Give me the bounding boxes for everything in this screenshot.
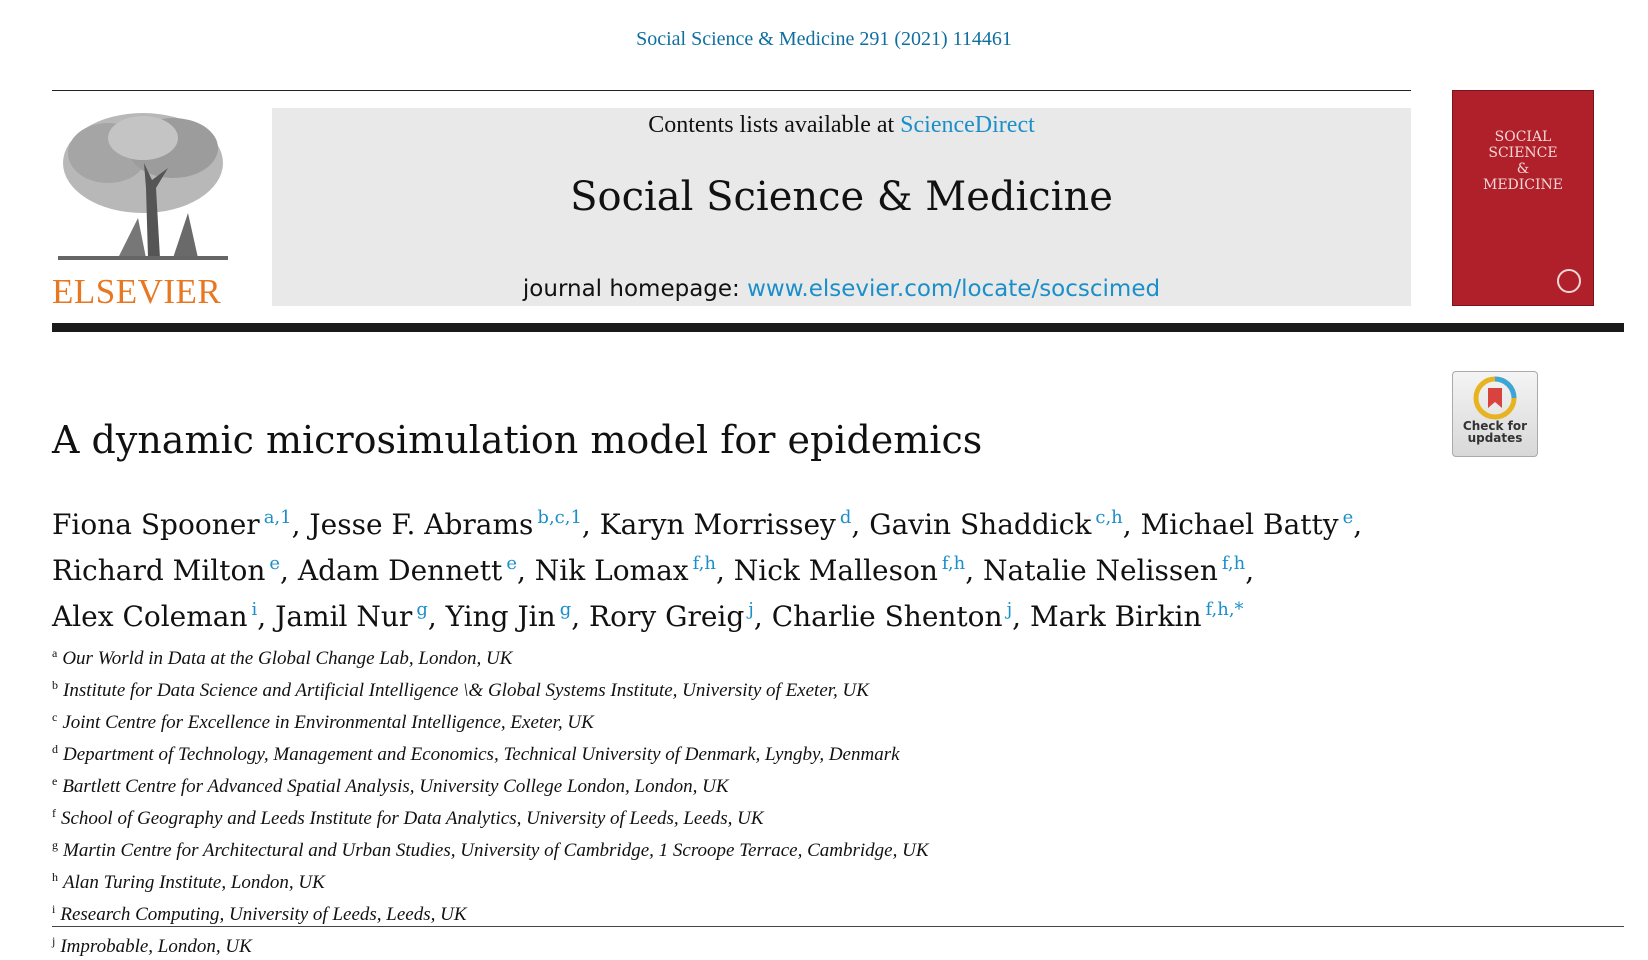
bottom-divider <box>52 926 1624 927</box>
author-name: Gavin Shaddick <box>869 508 1092 541</box>
author-affiliation-link[interactable]: a,1 <box>263 507 292 528</box>
affiliation-mark: h <box>52 870 58 884</box>
author-separator: , <box>291 508 310 541</box>
check-for-updates-button[interactable] <box>1452 371 1538 457</box>
author-name: Jesse F. Abrams <box>309 508 534 541</box>
author-name: Natalie Nelissen <box>983 554 1218 587</box>
author-separator: , <box>851 508 870 541</box>
author-affiliation-link[interactable]: c,h <box>1095 507 1123 528</box>
affiliation-text: Bartlett Centre for Advanced Spatial Analysis, University College London, London, UK <box>62 776 729 797</box>
affiliation-item <box>52 928 1452 960</box>
affiliation-text: Improbable, London, UK <box>60 936 252 957</box>
author-affiliation-link[interactable]: b,c,1 <box>537 507 582 528</box>
affiliation-mark: c <box>52 710 58 724</box>
affiliation-text: Joint Centre for Excellence in Environmental Intelligence, Exeter, UK <box>62 712 594 733</box>
author-affiliation-link[interactable]: i <box>251 599 258 620</box>
author-separator: , <box>715 554 734 587</box>
author-name: Charlie Shenton <box>771 600 1003 633</box>
affiliation-text: Research Computing, University of Leeds, Leeds, UK <box>60 904 467 925</box>
affiliation-item <box>52 640 1452 672</box>
affiliation-item <box>52 768 1452 800</box>
author-line <box>52 544 1452 590</box>
article-title: A dynamic microsimulation model for epidemics <box>52 418 983 462</box>
author-name: Richard Milton <box>52 554 266 587</box>
author-affiliation-link[interactable]: e <box>1342 507 1354 528</box>
author-name: Karyn Morrissey <box>599 508 836 541</box>
check-updates-icon <box>1473 376 1517 420</box>
homepage-line <box>272 276 1411 302</box>
header-thick-rule <box>52 323 1624 332</box>
author-affiliation-link[interactable]: g <box>416 599 428 620</box>
cover-seal-icon <box>1557 269 1581 293</box>
affiliation-item <box>52 832 1452 864</box>
author-separator: , <box>1245 554 1255 587</box>
author-name: Mark Birkin <box>1029 600 1202 633</box>
author-affiliation-link[interactable]: d <box>839 507 852 528</box>
author-separator: , <box>753 600 772 633</box>
author-affiliation-link[interactable]: e <box>506 553 517 574</box>
journal-header-band <box>272 108 1411 306</box>
affiliation-text: School of Geography and Leeds Institute for Data Analytics, University of Leeds, Leeds, UK <box>61 808 764 829</box>
affiliation-mark: b <box>52 678 58 692</box>
author-separator: , <box>280 554 298 587</box>
elsevier-wordmark: ELSEVIER <box>52 272 222 311</box>
homepage-link[interactable]: www.elsevier.com/locate/socscimed <box>747 276 1161 302</box>
affiliation-text: Department of Technology, Management and Economics, Technical University of Denmark, Lyngby, Denmark <box>63 744 900 765</box>
affiliation-list <box>52 640 1452 960</box>
affiliation-mark: f <box>52 806 56 820</box>
author-name: Jamil Nur <box>275 600 413 633</box>
journal-name: Social Science & Medicine <box>570 174 1113 220</box>
affiliation-item <box>52 704 1452 736</box>
journal-citation[interactable]: Social Science & Medicine 291 (2021) 114461 <box>636 28 1012 50</box>
affiliation-text: Institute for Data Science and Artificial Intelligence \& Global Systems Institute, University of Exeter, UK <box>63 680 869 701</box>
author-affiliation-link[interactable]: j <box>748 599 754 620</box>
check-updates-line1: Check for <box>1462 419 1528 433</box>
author-affiliation-link[interactable]: g <box>559 599 572 620</box>
affiliation-text: Martin Centre for Architectural and Urban Studies, University of Cambridge, 1 Scroope Terrace, Cambridge, UK <box>63 840 929 861</box>
affiliation-item <box>52 896 1452 928</box>
author-name: Michael Batty <box>1140 508 1339 541</box>
author-separator: , <box>581 508 600 541</box>
homepage-prefix: journal homepage: <box>522 276 748 302</box>
author-line <box>52 590 1452 636</box>
affiliation-mark: j <box>52 934 56 948</box>
author-name: Adam Dennett <box>297 554 503 587</box>
affiliation-text: Alan Turing Institute, London, UK <box>63 872 325 893</box>
author-name: Nick Malleson <box>733 554 938 587</box>
author-name: Ying Jin <box>445 600 556 633</box>
affiliation-mark: a <box>52 646 58 660</box>
author-affiliation-link[interactable]: j <box>1006 599 1013 620</box>
cover-title <box>1453 129 1593 193</box>
author-separator: , <box>571 600 590 633</box>
top-divider <box>52 90 1411 91</box>
author-separator: , <box>1353 508 1363 541</box>
author-list <box>52 498 1452 636</box>
check-updates-line2: updates <box>1467 431 1523 445</box>
author-separator: , <box>1012 600 1030 633</box>
contents-line <box>272 108 1411 140</box>
author-affiliation-link[interactable]: f,h <box>692 553 716 574</box>
sciencedirect-link[interactable]: ScienceDirect <box>900 112 1035 138</box>
author-separator: , <box>1122 508 1141 541</box>
author-separator: , <box>516 554 535 587</box>
author-affiliation-link[interactable]: f,h <box>941 553 966 574</box>
author-affiliation-link[interactable]: f,h,* <box>1205 599 1244 620</box>
author-separator: , <box>257 600 276 633</box>
affiliation-text: Our World in Data at the Global Change Lab, London, UK <box>62 648 513 669</box>
contents-prefix: Contents lists available at <box>648 112 901 138</box>
author-name: Alex Coleman <box>52 600 248 633</box>
affiliation-item <box>52 800 1452 832</box>
affiliation-item <box>52 736 1452 768</box>
cover-title-line: SOCIAL <box>1494 129 1552 145</box>
affiliation-mark: e <box>52 774 58 788</box>
author-affiliation-link[interactable]: f,h <box>1221 553 1246 574</box>
cover-title-line: & <box>1516 161 1530 177</box>
affiliation-mark: d <box>52 742 58 756</box>
author-separator: , <box>427 600 446 633</box>
affiliation-mark: i <box>52 902 56 916</box>
author-name: Nik Lomax <box>534 554 689 587</box>
cover-title-line: SCIENCE <box>1488 145 1558 161</box>
affiliation-item <box>52 864 1452 896</box>
author-name: Fiona Spooner <box>52 508 260 541</box>
author-name: Rory Greig <box>589 600 745 633</box>
author-separator: , <box>965 554 984 587</box>
affiliation-item <box>52 672 1452 704</box>
author-line <box>52 498 1452 544</box>
author-affiliation-link[interactable]: e <box>269 553 281 574</box>
cover-title-line: MEDICINE <box>1482 177 1564 193</box>
affiliation-mark: g <box>52 838 58 852</box>
journal-cover-image[interactable] <box>1452 90 1594 306</box>
